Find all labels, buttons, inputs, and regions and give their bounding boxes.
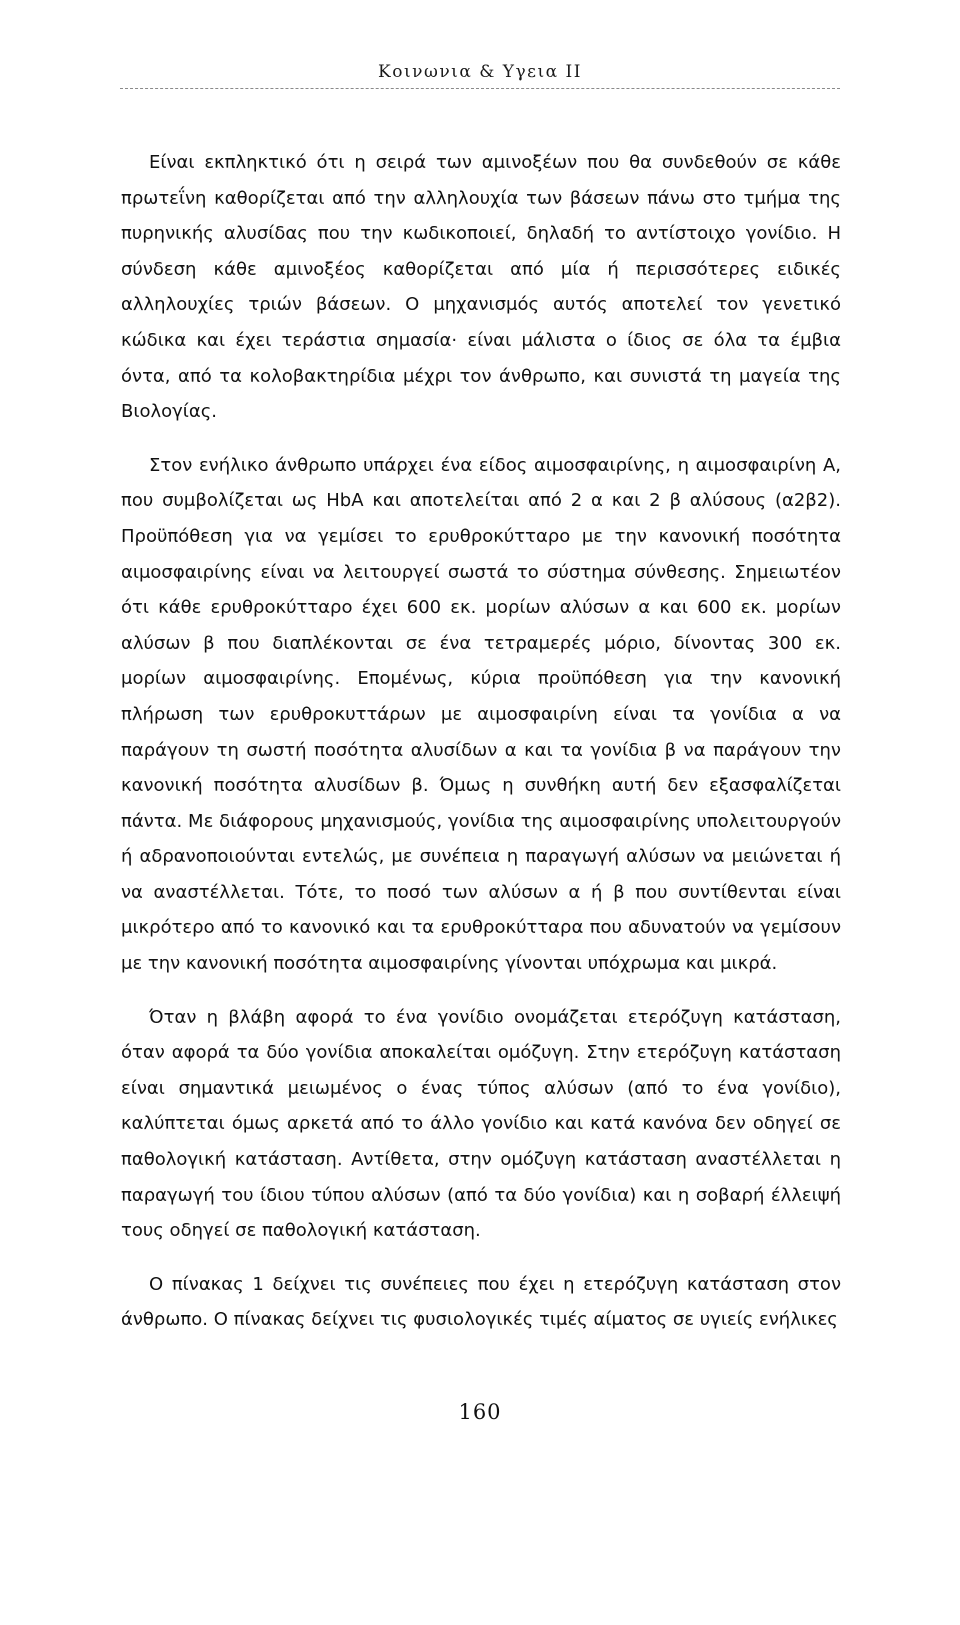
header-divider (120, 88, 840, 89)
paragraph-table-reference: Ο πίνακας 1 δείχνει τις συνέπειες που έχει η ετερόζυγη κατάσταση στον άνθρωπο. Ο πίνακας δείχνει τις φυσιολογικές τιμές αίματος σε υγιείς ενήλικες (121, 1273, 841, 1331)
paragraph-hemoglobin: Στον ενήλικο άνθρωπο υπάρχει ένα είδος αιμοσφαιρίνης, η αιμοσφαιρίνη Α, που συμβολίζεται ως HbA και αποτελείται από 2 α και 2 β αλύσους (α2β2). Προϋπόθεση για να γεμίσει το ερυθροκύτταρο με την κανονική ποσότητα αιμοσφαιρίνης είναι να λειτουργεί σωστά το σύστημα σύνθεσης. Σημειωτέον ότι κάθε ερυθροκύτταρο έχει 600 εκ. μορίων αλύσων α και 600 εκ. μορίων αλύσων β που διαπλέκονται σε ένα τετραμερές μόριο, δίνοντας 300 εκ. μορίων αιμοσφαιρίνης. Επομένως, κύρια προϋπόθεση για την κανονική πλήρωση των ερυθροκυττάρων με αιμοσφαιρίνη είναι τα γονίδια α να παράγουν τη σωστή ποσότητα αλυσίδων α και τα γονίδια β να παράγουν την κανονική ποσότητα αλυσίδων β. Όμως η συνθήκη αυτή δεν εξασφαλίζεται πάντα. Με διάφορους μηχανισμούς, γονίδια της αιμοσφαιρίνης υπολειτουργούν ή αδρανοποιούνται εντελώς, με συνέπεια η παραγωγή αλύσων να μειώνεται ή να αναστέλλεται. Τότε, το ποσό των αλύσων α ή β που συντίθενται είναι μικρότερο από το κανονικό και τα ερυθροκύτταρα που αδυνατούν να γεμίσουν με την κανονική ποσότητα αιμοσφαιρίνης γίνονται υπόχρωμα και μικρά. (121, 454, 841, 975)
paragraph-heterozygous: Όταν η βλάβη αφορά το ένα γονίδιο ονομάζεται ετερόζυγη κατάσταση, όταν αφορά τα δύο γονίδια αποκαλείται ομόζυγη. Στην ετερόζυγη κατάσταση είναι σημαντικά μειωμένος ο ένας τύπος αλύσων (από το ένα γονίδιο), καλύπτεται όμως αρκετά από το άλλο γονίδιο και κατά κανόνα δεν οδηγεί σε παθολογική κατάσταση. Αντίθετα, στην ομόζυγη κατάσταση αναστέλλεται η παραγωγή του ίδιου τύπου αλύσων (από τα δύο γονίδια) και η σοβαρή έλλειψή τους οδηγεί σε παθολογική κατάσταση. (121, 1006, 841, 1242)
paragraph-genetic-code: Είναι εκπληκτικό ότι η σειρά των αμινοξέων που θα συνδεθούν σε κάθε πρωτεΐνη καθορίζεται από την αλληλουχία των βάσεων πάνω στο τμήμα της πυρηνικής αλυσίδας που την κωδικοποιεί, δηλαδή το αντίστοιχο γονίδιο. Η σύνδεση κάθε αμινοξέος καθορίζεται από μία ή περισσότερες ειδικές αλληλουχίες τριών βάσεων. Ο μηχανισμός αυτός αποτελεί τον γενετικό κώδικα και έχει τεράστια σημασία· είναι μάλιστα ο ίδιος σε όλα τα έμβια όντα, από τα κολοβακτηρίδια μέχρι τον άνθρωπο, και συνιστά τη μαγεία της Βιολογίας. (121, 152, 841, 423)
page-number: 160 (458, 1400, 502, 1424)
running-header: Κοινωνια & Υγεια II (378, 62, 582, 82)
body-text (121, 145, 841, 1356)
